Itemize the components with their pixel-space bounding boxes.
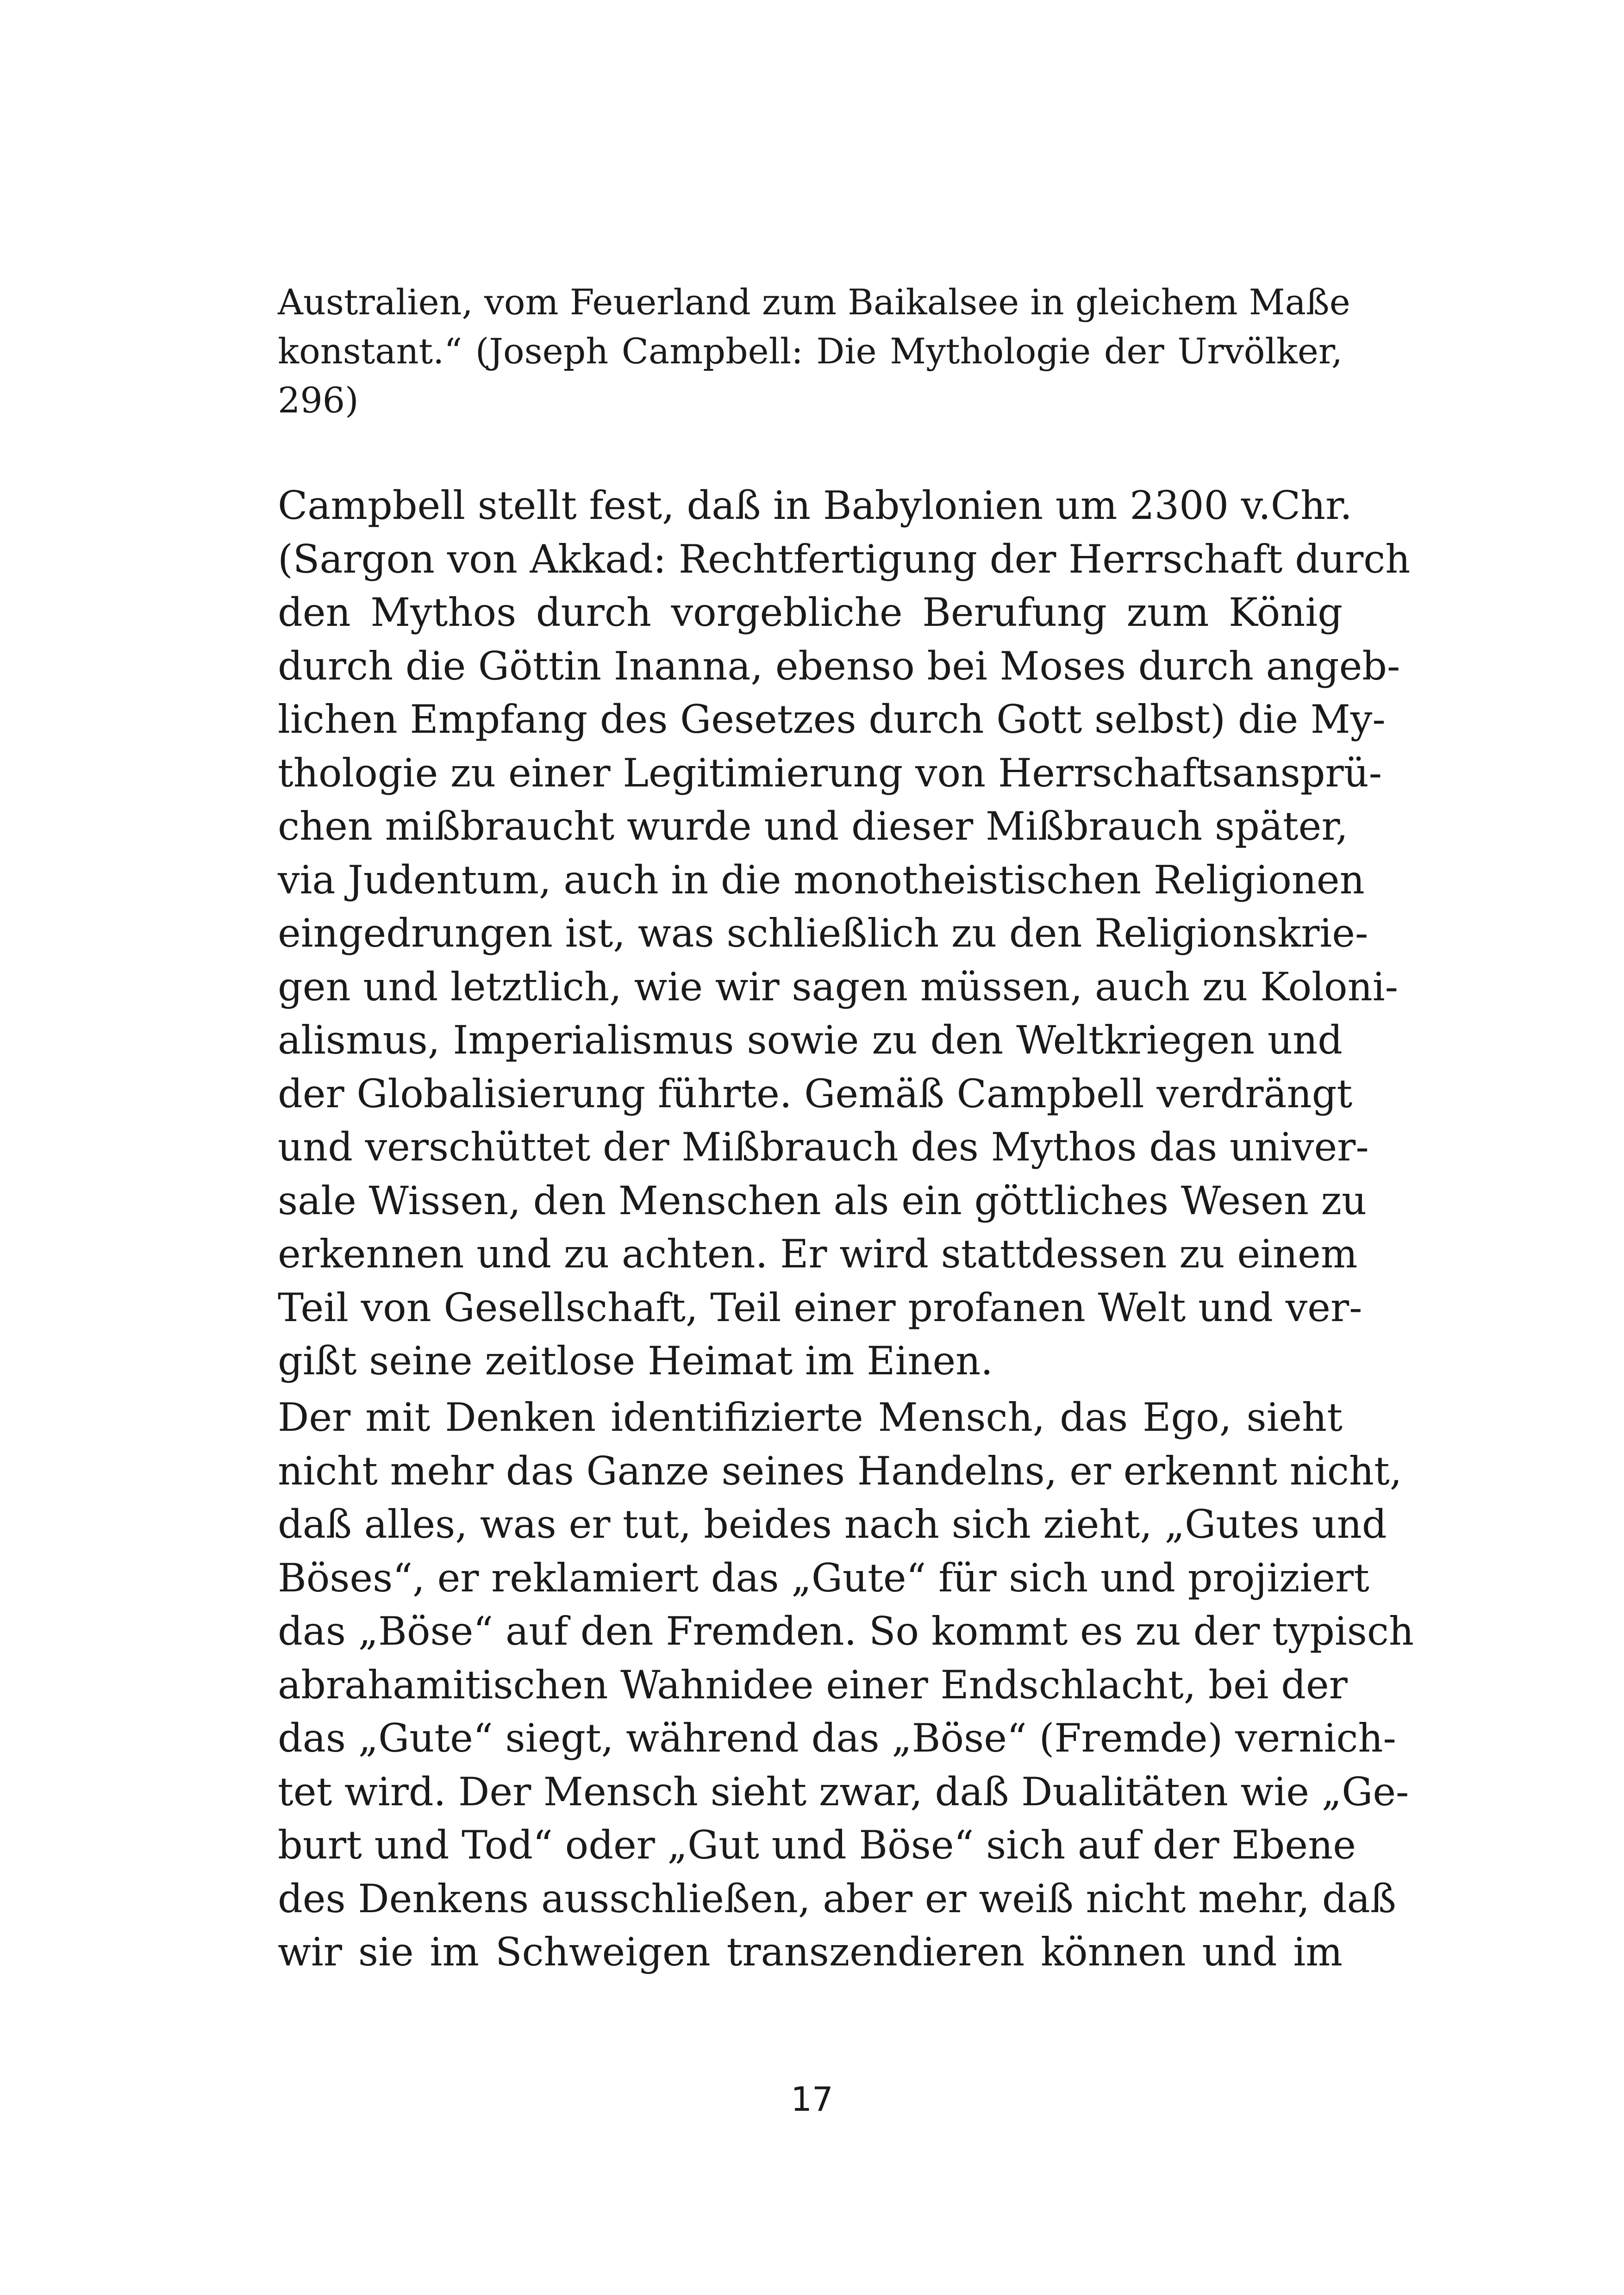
text-line: abrahamitischen Wahnidee einer Endschlacht, bei der	[278, 1662, 1348, 1708]
text-line: via Judentum, auch in die monotheistischen Religionen	[278, 857, 1365, 903]
text-line: wir sie im Schweigen transzendieren können und im	[278, 1929, 1343, 1975]
text-line: erkennen und zu achten. Er wird stattdessen zu einem	[278, 1231, 1358, 1277]
text-line: den Mythos durch vorgebliche Berufung zum König	[278, 590, 1343, 635]
text-line: das „Gute“ siegt, während das „Böse“ (Fremde) vernich-	[278, 1715, 1396, 1761]
text-line: Australien, vom Feuerland zum Baikalsee in gleichem Maße	[278, 281, 1350, 323]
text-line: 296)	[278, 380, 359, 421]
text-line: Der mit Denken identifizierte Mensch, das Ego, sieht	[278, 1395, 1343, 1440]
text-line: Campbell stellt fest, daß in Babylonien um 2300 v.Chr.	[278, 483, 1352, 528]
paragraph-1	[278, 479, 1411, 1388]
text-line: nicht mehr das Ganze seines Handelns, er erkennt nicht,	[278, 1448, 1402, 1494]
text-line: Teil von Gesellschaft, Teil einer profanen Welt und ver-	[278, 1285, 1362, 1330]
text-line: tet wird. Der Mensch sieht zwar, daß Dualitäten wie „Ge-	[278, 1769, 1409, 1815]
text-line: gen und letztlich, wie wir sagen müssen, auch zu Koloni-	[278, 964, 1398, 1010]
text-line: der Globalisierung führte. Gemäß Campbell verdrängt	[278, 1071, 1353, 1116]
text-line: konstant.“ (Joseph Campbell: Die Mythologie der Urvölker,	[278, 331, 1343, 372]
quote-block	[278, 278, 1350, 425]
text-line: lichen Empfang des Gesetzes durch Gott selbst) die My-	[278, 697, 1386, 742]
text-line: daß alles, was er tut, beides nach sich zieht, „Gutes und	[278, 1502, 1387, 1547]
page-number: 17	[791, 2080, 833, 2119]
text-line: sale Wissen, den Menschen als ein göttliches Wesen zu	[278, 1178, 1367, 1223]
text-line: alismus, Imperialismus sowie zu den Weltkriegen und	[278, 1017, 1343, 1063]
text-line: des Denkens ausschließen, aber er weiß nicht mehr, daß	[278, 1876, 1396, 1921]
text-line: (Sargon von Akkad: Rechtfertigung der Herrschaft durch	[278, 536, 1411, 582]
paragraph-2	[278, 1391, 1414, 1979]
text-line: gißt seine zeitlose Heimat im Einen.	[278, 1338, 993, 1384]
text-line: das „Böse“ auf den Fremden. So kommt es zu der typisch	[278, 1609, 1414, 1654]
text-line: chen mißbraucht wurde und dieser Mißbrauch später,	[278, 804, 1349, 849]
text-line: durch die Göttin Inanna, ebenso bei Moses durch angeb-	[278, 643, 1400, 689]
text-line: und verschüttet der Mißbrauch des Mythos das univer-	[278, 1124, 1369, 1170]
text-line: thologie zu einer Legitimierung von Herrschaftsansprü-	[278, 750, 1382, 796]
text-line: Böses“, er reklamiert das „Gute“ für sich und projiziert	[278, 1555, 1369, 1601]
text-line: burt und Tod“ oder „Gut und Böse“ sich auf der Ebene	[278, 1822, 1356, 1868]
text-line: eingedrungen ist, was schließlich zu den Religionskrie-	[278, 911, 1368, 956]
